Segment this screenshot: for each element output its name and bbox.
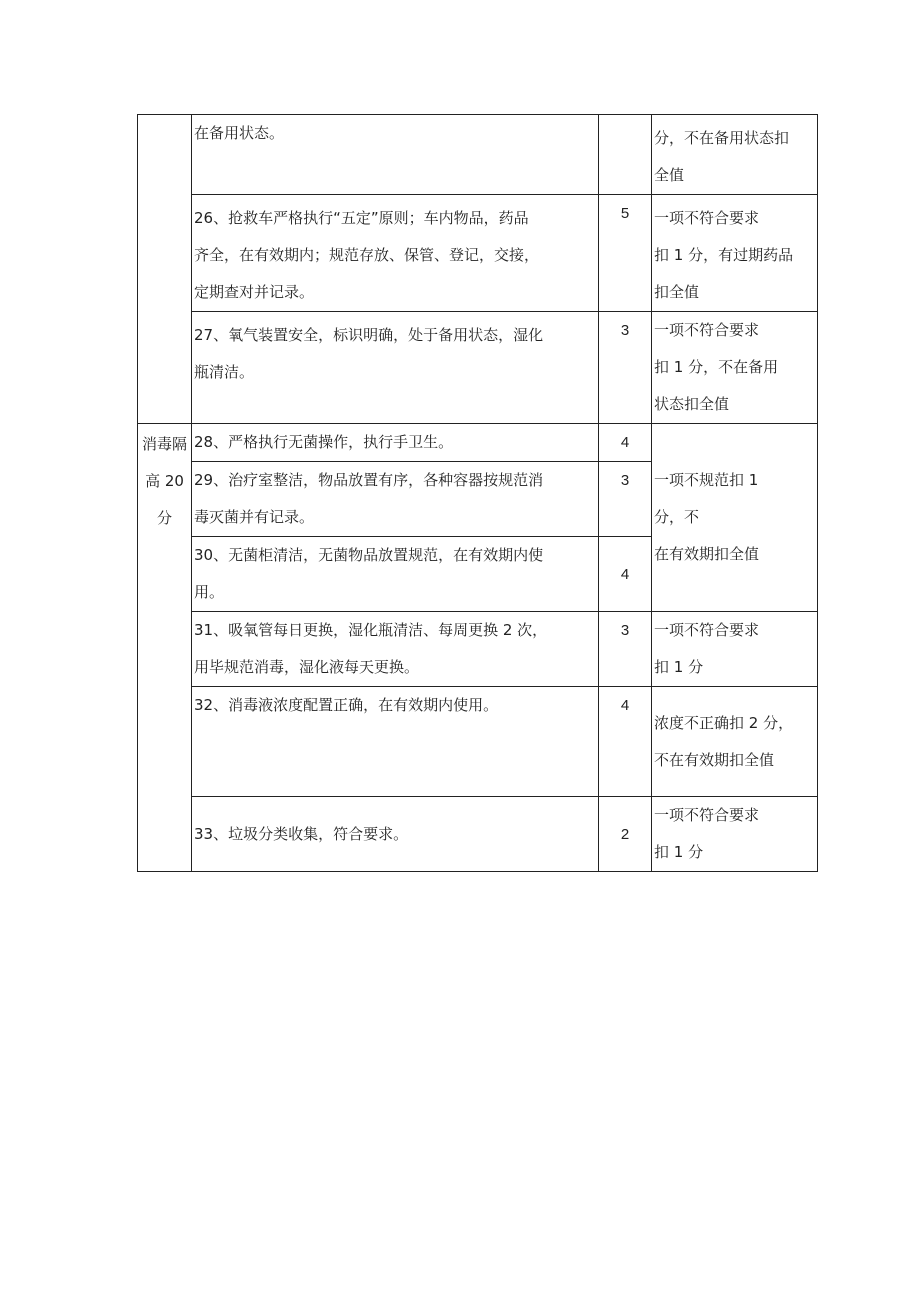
note-cell [652,687,818,797]
scoring-table [137,114,818,872]
item-cell [192,115,599,195]
note-cell [652,797,818,872]
item-text: 28、严格执行无菌操作，执行手卫生。 [194,433,454,451]
table-row [138,612,818,687]
note-text: 扣 1 分，不在备用 [654,358,779,376]
score-cell: 2 [599,797,652,872]
item-text: 齐全，在有效期内；规范存放、保管、登记，交接， [194,246,540,264]
score-cell [599,115,652,195]
item-text: 30、无菌柜清洁，无菌物品放置规范，在有效期内使 [194,546,544,564]
score-cell: 4 [599,687,652,797]
note-text: 一项不符合要求 [654,321,760,339]
note-text: 状态扣全值 [654,395,730,413]
item-text: 33、垃圾分类收集，符合要求。 [194,824,409,843]
item-text: 瓶清洁。 [194,363,255,381]
score-cell: 3 [599,462,652,537]
note-cell [652,612,818,687]
category-label: 消毒隔 [141,435,187,453]
table-row [138,312,818,424]
score-cell: 4 [599,424,652,462]
item-text: 用毕规范消毒，湿化液每天更换。 [194,658,420,676]
note-text: 扣 1 分，有过期药品 [654,246,794,264]
score-cell: 3 [599,612,652,687]
item-text: 毒灭菌并有记录。 [194,508,315,526]
item-text: 29、治疗室整洁，物品放置有序，各种容器按规范消 [194,471,544,489]
item-text: 26、抢救车严格执行“五定”原则；车内物品，药品 [194,209,529,227]
item-cell [192,687,599,797]
item-text: 27、氧气装置安全，标识明确，处于备用状态，湿化 [194,326,544,344]
item-cell [192,537,599,612]
item-cell [192,612,599,687]
note-text: 一项不符合要求 [654,806,760,824]
score-cell: 3 [599,312,652,424]
note-text: 不在有效期扣全值 [654,750,775,769]
item-cell [192,424,599,462]
table-row [138,687,818,797]
note-text: 分，不 [654,508,700,526]
item-cell [192,312,599,424]
note-cell [652,115,818,195]
item-text: 32、消毒液浓度配置正确，在有效期内使用。 [194,696,499,714]
score-cell: 4 [599,537,652,612]
table-row [138,797,818,872]
note-text: 一项不符合要求 [654,209,760,227]
item-cell [192,462,599,537]
table-row [138,115,818,195]
category-label: 高 20 [145,472,184,490]
category-cell-blank [138,115,192,424]
note-text: 扣 1 分 [654,843,704,861]
note-text: 一项不符合要求 [654,621,760,639]
note-text: 扣全值 [654,283,700,301]
item-text: 定期查对并记录。 [194,283,315,301]
note-text: 在有效期扣全值 [654,545,760,563]
note-cell [652,195,818,312]
item-text: 在备用状态。 [194,124,285,142]
category-cell [138,424,192,872]
note-text: 扣 1 分 [654,658,704,676]
item-text: 31、吸氧管每日更换，湿化瓶清洁、每周更换 2 次， [194,621,548,639]
table-row [138,195,818,312]
note-text: 浓度不正确扣 2 分， [654,713,794,732]
table-row [138,424,818,462]
note-text: 全值 [654,166,685,184]
note-text: 分，不在备用状态扣 [654,129,790,147]
note-cell [652,312,818,424]
item-cell [192,195,599,312]
score-cell: 5 [599,195,652,312]
item-text: 用。 [194,583,225,601]
note-text: 一项不规范扣 1 [654,471,759,489]
item-cell [192,797,599,872]
note-cell-shared [652,424,818,612]
category-label: 分 [156,509,172,527]
